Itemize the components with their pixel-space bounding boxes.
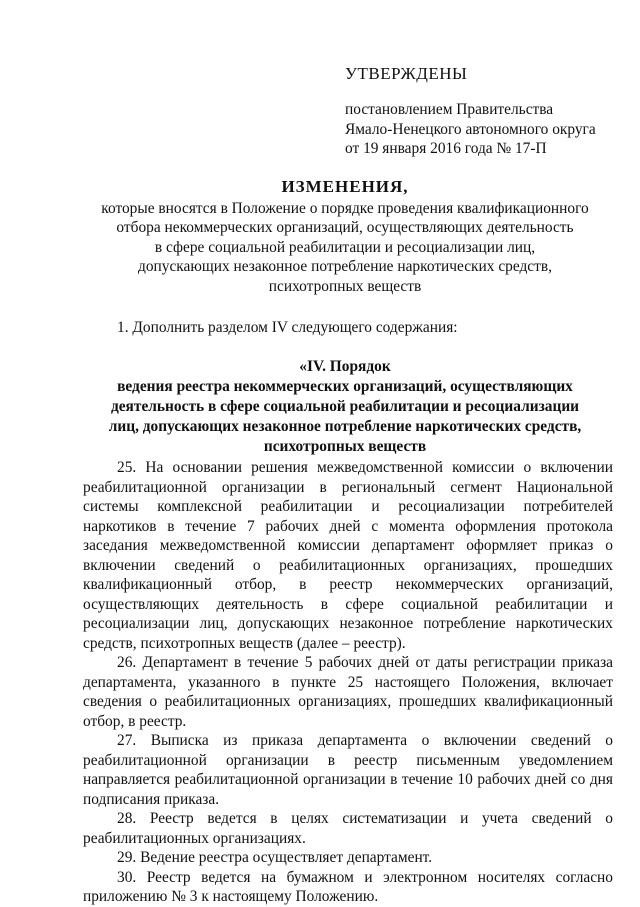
document-subtitle-line: отбора некоммерческих организаций, осуществляющих деятельность bbox=[116, 219, 574, 237]
paragraph-25: 25. На основании решения межведомственной комиссии о включении реабилитационной организации в региональный сегмент Национальной системы комплексной реабилитации и ресоциализации потребителей наркотиков в течение 7 рабочих дней с момента оформления протокола заседания межведомственной комиссии департамент оформляет приказ о включении сведений о реабилитационных организациях, прошедших квалификационный отбор, в реестр некоммерческих организаций, осуществляющих деятельность в сфере социальной реабилитации и ресоциализации лиц, допускающих незаконное потребление наркотических средств, психотропных веществ (далее – реестр). bbox=[83, 459, 613, 652]
section-heading-line: лиц, допускающих незаконное потребление наркотических средств, bbox=[108, 418, 582, 435]
approval-line: Ямало-Ненецкого автономного округа bbox=[345, 120, 596, 138]
document-header bbox=[60, 177, 630, 297]
approval-line: от 19 января 2016 года № 17-П bbox=[345, 140, 547, 158]
amendment-intro: 1. Дополнить разделом IV следующего содержания: bbox=[117, 319, 458, 336]
paragraph-26: 26. Департамент в течение 5 рабочих дней от даты регистрации приказа департамента, указанного в пункте 25 настоящего Положения, включает сведения о реабилитационных организациях, прошедших квалификационный отбор, в реестр. bbox=[83, 654, 613, 730]
paragraph-28: 28. Реестр ведется в целях систематизации и учета сведений о реабилитационных организациях. bbox=[83, 810, 613, 847]
document-body bbox=[83, 458, 613, 907]
section-heading-line: деятельность в сфере социальной реабилитации и ресоциализации bbox=[110, 398, 580, 415]
approval-stamp: УТВЕРЖДЕНЫ bbox=[345, 64, 468, 83]
section-heading-line: «IV. Порядок bbox=[299, 358, 391, 375]
paragraph-30: 30. Реестр ведется на бумажном и электронном носителях согласно приложению № 3 к настоящему Положению. bbox=[83, 868, 613, 905]
approval-block bbox=[345, 64, 625, 159]
document-subtitle-line: которые вносятся в Положение о порядке проведения квалификационного bbox=[101, 199, 589, 217]
document-subtitle-line: в сфере социальной реабилитации и ресоциализации лиц, bbox=[154, 238, 536, 256]
paragraph-29: 29. Ведение реестра осуществляет департамент. bbox=[117, 849, 433, 866]
section-heading bbox=[60, 357, 630, 457]
approval-line: постановлением Правительства bbox=[345, 101, 554, 118]
document-subtitle-line: допускающих незаконное потребление наркотических средств, bbox=[138, 258, 552, 276]
paragraph-27: 27. Выписка из приказа департамента о включении сведений о реабилитационной организации в реестр письменным уведомлением направляется реабилитационной организации в течение 10 рабочих дней со дня подписания приказа. bbox=[83, 732, 613, 808]
section-heading-line: психотропных веществ bbox=[263, 438, 427, 455]
document-title: ИЗМЕНЕНИЯ, bbox=[281, 177, 409, 196]
section-heading-line: ведения реестра некоммерческих организаций, осуществляющих bbox=[117, 378, 573, 395]
document-subtitle-line: психотропных веществ bbox=[268, 277, 422, 295]
